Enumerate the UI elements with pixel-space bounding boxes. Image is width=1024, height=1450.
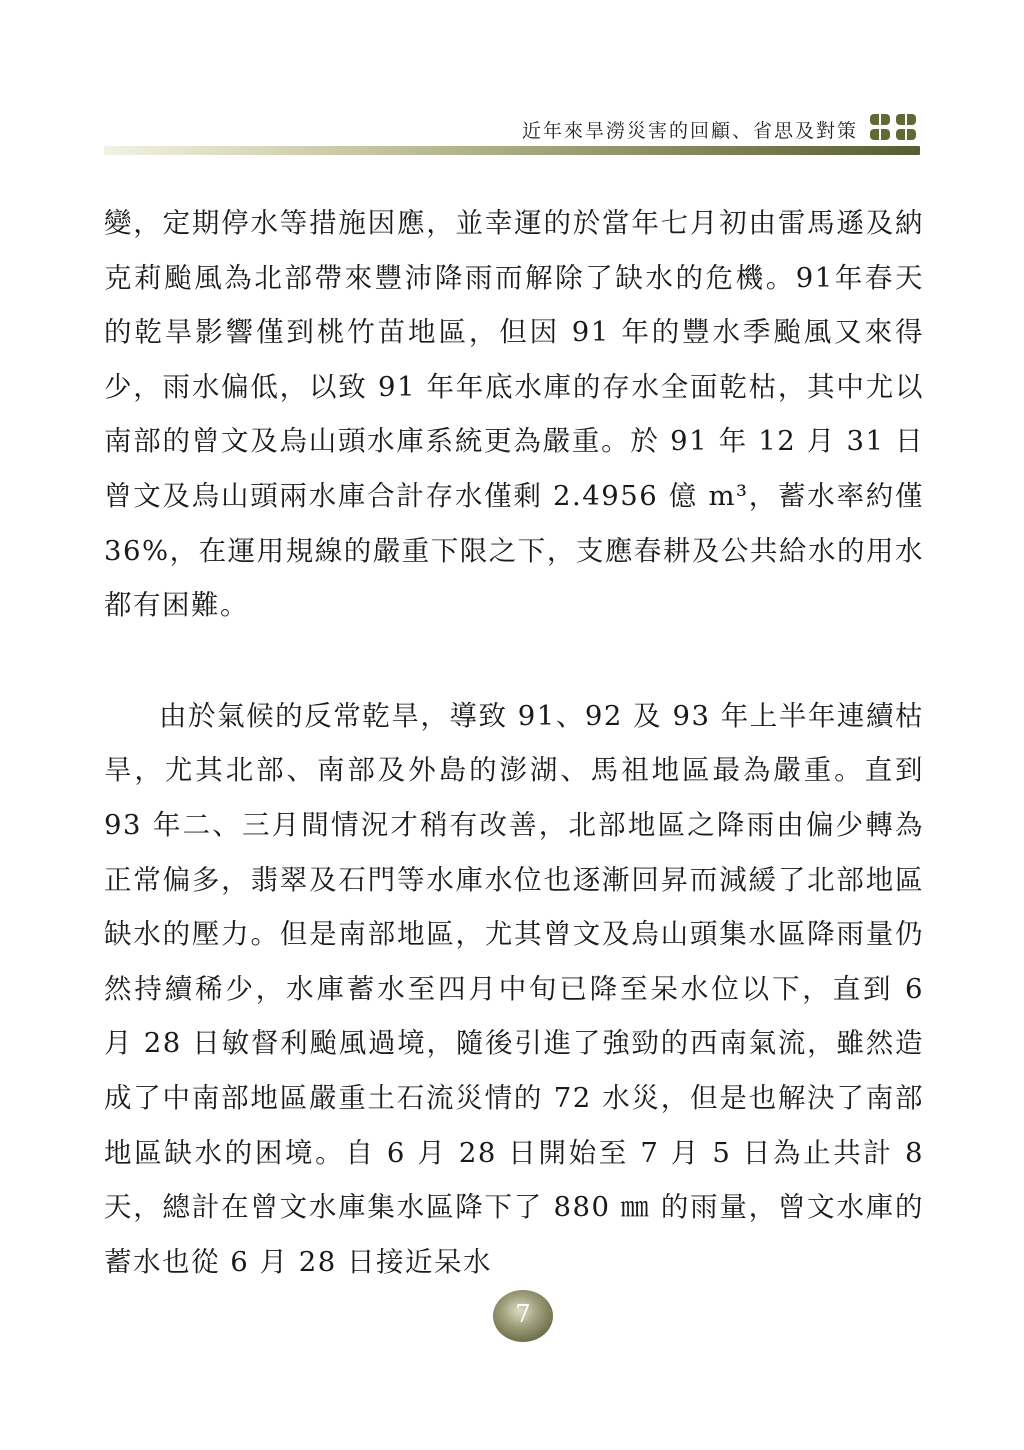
four-leaf-ornament-icon bbox=[866, 112, 920, 142]
page-number: 7 bbox=[515, 1300, 531, 1328]
page-body bbox=[104, 196, 924, 1289]
body-paragraph: 由於氣候的反常乾旱，導致 91、92 及 93 年上半年連續枯旱，尤其北部、南部及外島的澎湖、馬祖地區最為嚴重。直到 93 年二、三月間情況才稍有改善，北部地區之降雨由偏少轉為正常偏多，翡翠及石門等水庫水位也逐漸回昇而減緩了北部地區缺水的壓力。但是南部地區，尤其曾文及烏山頭集水區降雨量仍然持續稀少，水庫蓄水至四月中旬已降至呆水位以下，直到 6 月 28 日敏督利颱風過境，隨後引進了強勁的西南氣流，雖然造成了中南部地區嚴重土石流災情的 72 水災，但是也解決了南部地區缺水的困境。自 6 月 28 日開始至 7 月 5 日為止共計 8 天，總計在曾文水庫集水區降下了 880 ㎜ 的雨量，曾文水庫的蓄水也從 6 月 28 日接近呆水 bbox=[104, 699, 924, 1278]
running-header bbox=[104, 112, 920, 156]
running-header-title: 近年來旱澇災害的回顧、省思及對策 bbox=[521, 120, 858, 142]
page-number-badge bbox=[491, 1288, 555, 1344]
header-divider bbox=[104, 146, 920, 155]
body-paragraph: 變，定期停水等措施因應，並幸運的於當年七月初由雷馬遜及納克莉颱風為北部帶來豐沛降雨而解除了缺水的危機。91年春天的乾旱影響僅到桃竹苗地區，但因 91 年的豐水季颱風又來得少，雨水偏低，以致 91 年年底水庫的存水全面乾枯，其中尤以南部的曾文及烏山頭水庫系統更為嚴重。於 91 年 12 月 31 日曾文及烏山頭兩水庫合計存水僅剩 2.4956 億 m³，蓄水率約僅 36%，在運用規線的嚴重下限之下，支應春耕及公共給水的用水都有困難。 bbox=[104, 207, 924, 622]
